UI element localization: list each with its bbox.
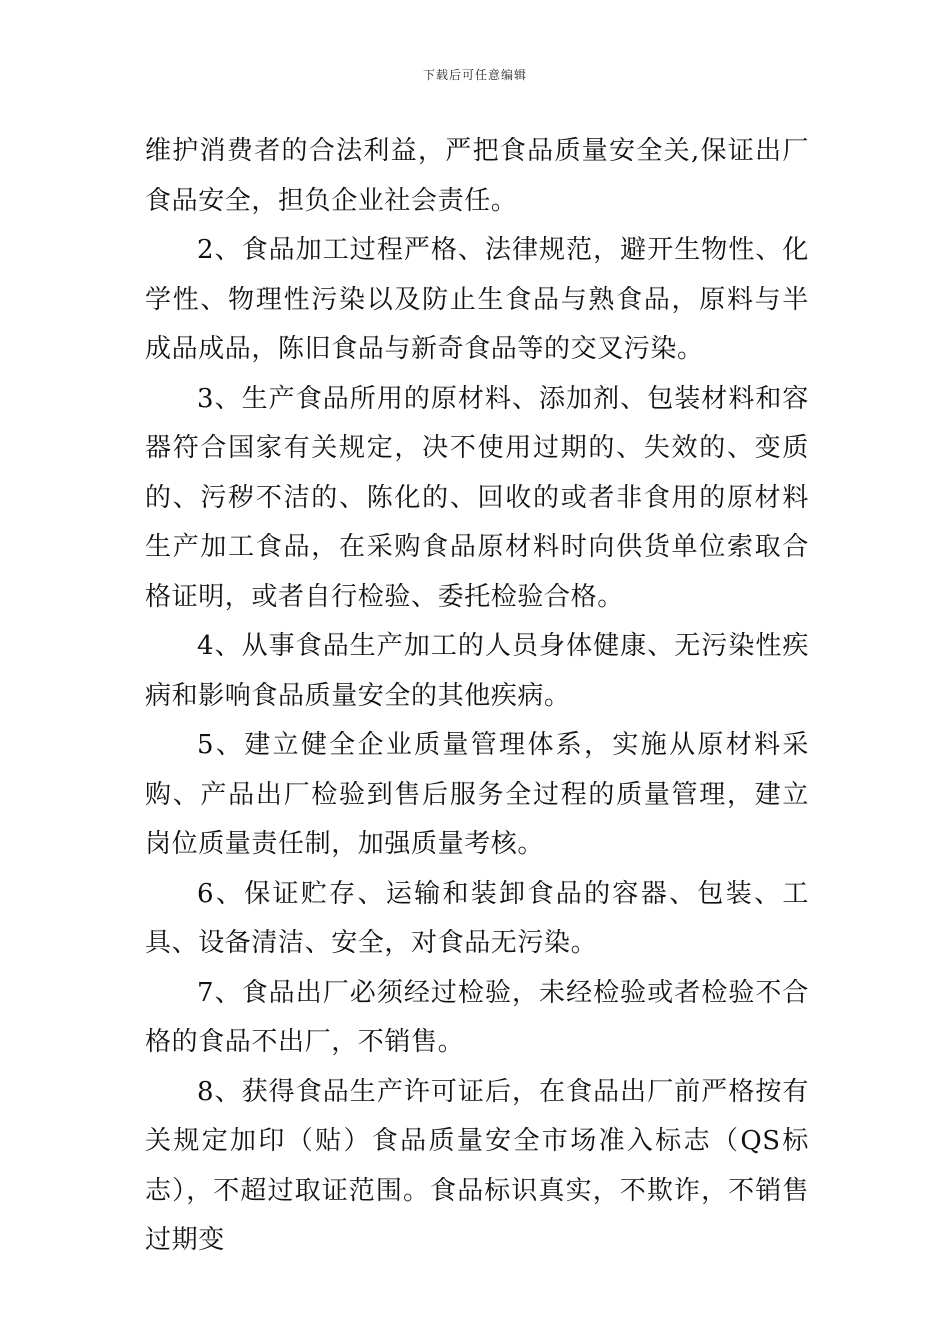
paragraph-2: 2、食品加工过程严格、法律规范，避开生物性、化学性、物理性污染以及防止生食品与熟食品，原料与半成品成品，陈旧食品与新奇食品等的交叉污染。 [145,235,809,364]
paragraph-4: 4、从事食品生产加工的人员身体健康、无污染性疾病和影响食品质量安全的其他疾病。 [145,631,809,711]
body-text [145,127,809,1266]
paragraph-7: 7、食品出厂必须经过检验，未经检验或者检验不合格的食品不出厂，不销售。 [145,977,809,1057]
header-note: 下载后可任意编辑 [422,68,527,82]
paragraph-6: 6、保证贮存、运输和装卸食品的容器、包装、工具、设备清洁、安全，对食品无污染。 [145,878,809,958]
paragraph-5: 5、建立健全企业质量管理体系，实施从原材料采购、产品出厂检验到售后服务全过程的质量管理，建立岗位质量责任制，加强质量考核。 [145,730,809,859]
paragraph-3: 3、生产食品所用的原材料、添加剂、包装材料和容器符合国家有关规定，决不使用过期的、失效的、变质的、污秽不洁的、陈化的、回收的或者非食用的原材料生产加工食品，在采购食品原材料时向供货单位索取合格证明，或者自行检验、委托检验合格。 [145,383,809,612]
paragraph-1: 维护消费者的合法利益，严把食品质量安全关,保证出厂食品安全，担负企业社会责任。 [145,136,809,216]
paragraph-8: 8、获得食品生产许可证后，在食品出厂前严格按有关规定加印（贴）食品质量安全市场准入标志（QS标志），不超过取证范围。食品标识真实，不欺诈，不销售过期变 [145,1076,809,1255]
